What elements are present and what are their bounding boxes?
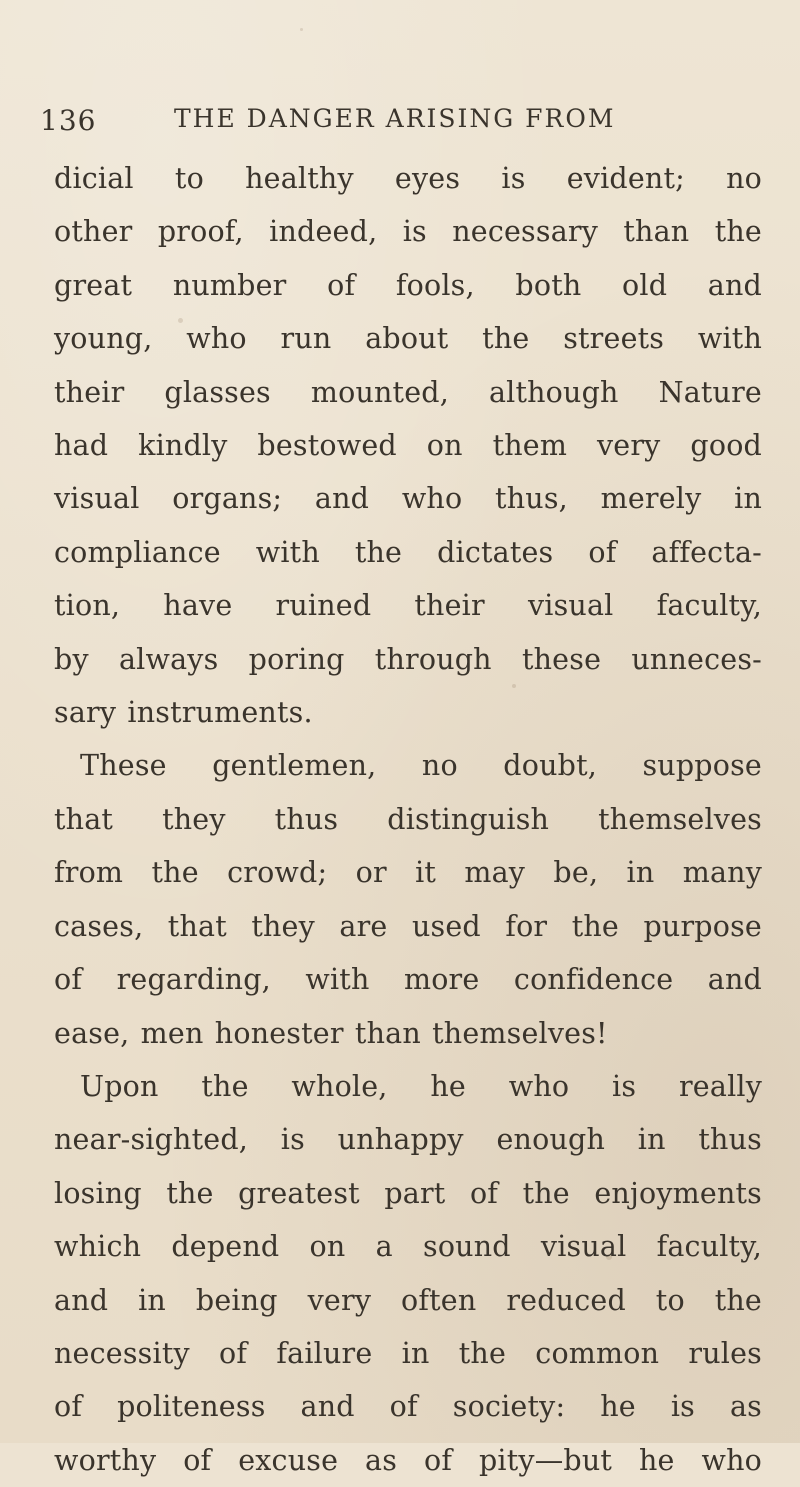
text-line: dicial to healthy eyes is evident; no [54, 162, 762, 195]
page-header [40, 104, 760, 154]
text-line: and in being very often reduced to the [54, 1283, 762, 1317]
text-line: compliance with the dictates of affecta- [54, 535, 762, 569]
text-line: losing the greatest part of the enjoyments [54, 1176, 762, 1210]
body-text [54, 152, 762, 1487]
text-line: that they thus distinguish themselves [54, 802, 762, 836]
text-line: ease, men honester than themselves! [54, 1016, 608, 1050]
text-line: necessity of failure in the common rules [54, 1336, 762, 1370]
text-line: tion, have ruined their visual faculty, [54, 589, 762, 623]
text-line: cases, that they are used for the purpose [54, 909, 762, 943]
running-head: THE DANGER ARISING FROM [174, 104, 616, 133]
paper-foxing-spot [300, 28, 303, 31]
text-line: their glasses mounted, although Nature [54, 375, 762, 409]
text-line: young, who run about the streets with [54, 322, 762, 356]
text-line: great number of fools, both old and [54, 268, 762, 302]
text-line: These gentlemen, no doubt, suppose [80, 749, 762, 783]
text-line: near-sighted, is unhappy enough in thus [54, 1123, 762, 1157]
text-line: which depend on a sound visual faculty, [54, 1230, 762, 1264]
text-line: from the crowd; or it may be, in many [54, 856, 762, 890]
page-number: 136 [40, 104, 97, 137]
text-line: had kindly bestowed on them very good [54, 429, 762, 463]
text-line: of politeness and of society: he is as [54, 1390, 762, 1424]
text-line: sary instruments. [54, 696, 313, 730]
text-line: Upon the whole, he who is really [80, 1069, 762, 1103]
text-line: visual organs; and who thus, merely in [54, 482, 762, 516]
text-line: by always poring through these unneces- [54, 642, 762, 676]
text-line: other proof, indeed, is necessary than the [54, 215, 762, 249]
text-line: worthy of excuse as of pity—but he who [54, 1443, 762, 1477]
text-line: of regarding, with more confidence and [54, 963, 762, 997]
